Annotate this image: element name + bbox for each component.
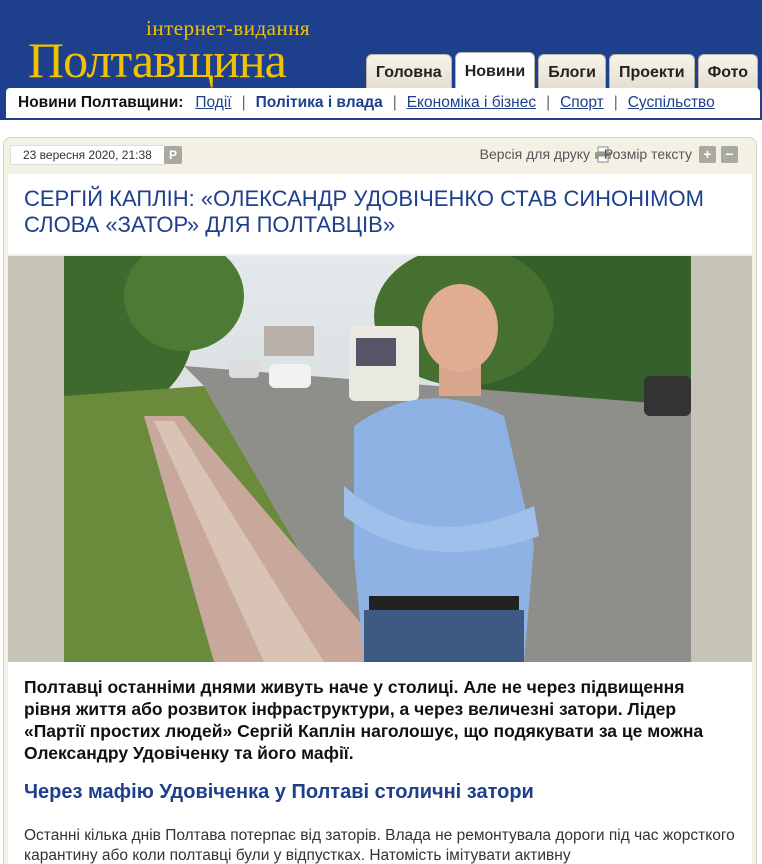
tab-label: Блоги (548, 63, 596, 81)
article-date: 23 вересня 2020, 21:38 (10, 145, 165, 165)
news-subnav (6, 88, 760, 118)
title-box (8, 174, 752, 254)
subnav-separator: | (613, 94, 618, 111)
article-photo (64, 256, 691, 662)
rss-icon[interactable]: P (164, 146, 182, 164)
tab-news[interactable] (455, 52, 536, 90)
subnav-item-politics[interactable]: Політика і влада (255, 94, 383, 111)
tab-label: Головна (375, 63, 442, 81)
photo-frame (8, 256, 752, 662)
subnav-label: Новини Полтавщини: (18, 94, 184, 111)
article-title: СЕРГІЙ КАПЛІН: «ОЛЕКСАНДР УДОВІЧЕНКО СТАВ СИНОНІМОМ СЛОВА «ЗАТОР» ДЛЯ ПОЛТАВЦІВ» (24, 186, 704, 237)
article-panel (3, 137, 757, 864)
article-body (8, 662, 752, 864)
article-meta-bar (8, 142, 752, 168)
subnav-item-sport[interactable]: Спорт (560, 94, 604, 111)
article-paragraph: Останні кілька днів Полтава потерпає від заторів. Влада не ремонтувала дороги під час жорсткого карантину або коли полтавці були у відпустках. Натомість імітувати активну (24, 827, 735, 864)
font-increase-button[interactable]: + (699, 146, 716, 163)
subnav-separator: | (392, 94, 397, 111)
article-subheading: Через мафію Удовіченка у Полтаві столичні затори (24, 781, 534, 803)
subnav-item-events[interactable]: Події (195, 94, 232, 111)
logo-subtitle: інтернет-видання (146, 16, 311, 40)
tab-home[interactable] (366, 54, 452, 90)
main-nav-tabs (366, 52, 758, 90)
tab-label: Проекти (618, 63, 685, 81)
logo-title: Полтавщина (28, 32, 286, 88)
font-size-label: Розмір тексту (603, 146, 692, 162)
font-decrease-button[interactable]: − (721, 146, 738, 163)
subnav-separator: | (241, 94, 246, 111)
tab-projects[interactable] (609, 54, 695, 90)
print-version-link[interactable]: Версія для друку (479, 146, 590, 162)
site-header (0, 0, 762, 120)
tab-blogs[interactable] (538, 54, 606, 90)
site-logo[interactable] (28, 14, 358, 86)
article-photo-illustration (64, 256, 691, 662)
tab-label: Фото (707, 63, 748, 81)
subnav-item-economy[interactable]: Економіка і бізнес (406, 94, 537, 111)
tab-photo[interactable] (698, 54, 758, 90)
subnav-item-society[interactable]: Суспільство (627, 94, 715, 111)
subnav-separator: | (546, 94, 551, 111)
tab-label: Новини (464, 62, 526, 80)
article-lead: Полтавці останніми днями живуть наче у столиці. Але не через підвищення рівня життя або розвиток інфраструктури, а через величезні затори. Лідер «Партії простих людей» Сергій Каплін наголошує, що подякувати за це можна Олександру Удовіченку та його мафії. (24, 677, 704, 763)
